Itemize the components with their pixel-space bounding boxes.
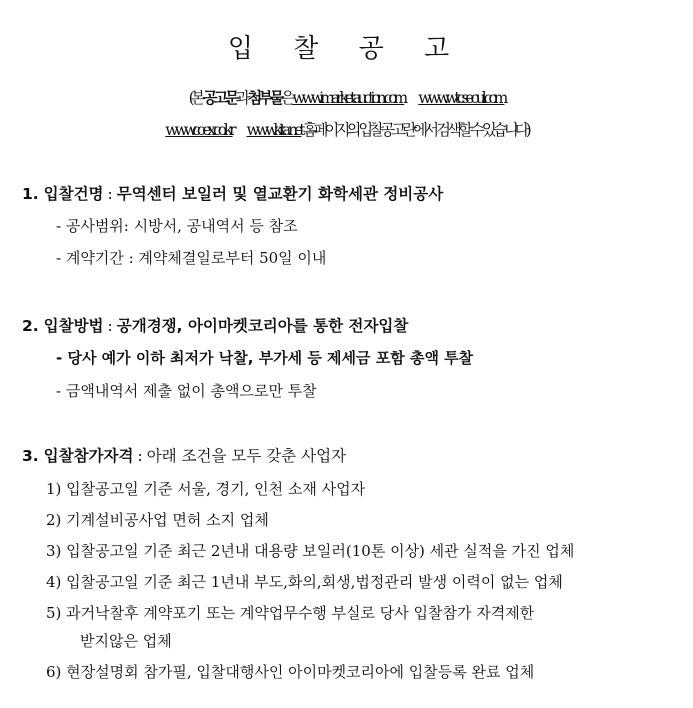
condition-item: 4) 입찰공고일 기준 최근 1년내 부도,화의,회생,법정관리 발생 이력이 없는 업체 <box>46 573 563 591</box>
section-1-item: - 공사범위: 시방서, 공내역서 등 참조 <box>56 217 298 235</box>
section-label: 입찰건명 <box>43 185 104 203</box>
section-number: 1. <box>22 185 39 203</box>
intro-text: 은 <box>280 89 293 107</box>
intro-bold-notice: 공고문 <box>202 89 236 107</box>
section-2-item: - 금액내역서 제출 없이 총액으로만 투찰 <box>56 382 317 400</box>
condition-item: 5) 과거낙찰후 계약포기 또는 계약업무수행 부실로 당사 입찰참가 자격제한 <box>46 604 535 622</box>
section-1-item: - 계약기간 : 계약체결일로부터 50일 이내 <box>56 249 327 267</box>
intro-line-1 <box>0 86 693 108</box>
section-description: 공개경쟁, 아이마켓코리아를 통한 전자입찰 <box>116 317 409 335</box>
intro-bold-attachment: 첨부물 <box>247 89 281 107</box>
section-description: 아래 조건을 모두 갖춘 사업자 <box>146 447 347 465</box>
section-number: 3. <box>22 447 39 465</box>
condition-item: 2) 기계설비공사업 면허 소지 업체 <box>46 511 269 529</box>
section-colon: : <box>107 185 113 203</box>
section-description: 무역센터 보일러 및 열교환기 화학세관 정비공사 <box>116 185 444 203</box>
section-2-heading <box>22 314 408 336</box>
intro-line-2 <box>0 118 693 140</box>
condition-item: 6) 현장설명회 참가필, 입찰대행사인 아이마켓코리아에 입찰등록 완료 업체 <box>46 663 535 681</box>
document-title: 입 찰 공 고 <box>227 34 466 64</box>
section-colon: : <box>137 447 143 465</box>
intro-text: 과 <box>235 89 248 107</box>
section-label: 입찰참가자격 <box>43 447 134 465</box>
condition-item: 1) 입찰공고일 기준 서울, 경기, 인천 소재 사업자 <box>46 480 366 498</box>
intro-text: 홈페이지의 입찰공고란에서 검색할 수 있습니다) <box>301 121 528 139</box>
section-1-heading <box>22 182 443 204</box>
link-imarketauction[interactable]: www.imarketauction.com <box>292 89 405 107</box>
condition-item: 3) 입찰공고일 기준 최근 2년내 대용량 보일러(10톤 이상) 세관 실적을 가진 업체 <box>46 542 575 560</box>
link-wtcseoul[interactable]: www.wtcseoul.com <box>418 89 505 107</box>
section-label: 입찰방법 <box>43 317 104 335</box>
condition-item-continuation: 받지않은 업체 <box>80 632 172 650</box>
section-colon: : <box>107 317 113 335</box>
section-number: 2. <box>22 317 39 335</box>
section-2-item: - 당사 예가 이하 최저가 낙찰, 부가세 등 제세금 포함 총액 투찰 <box>56 349 474 367</box>
link-coex[interactable]: www.coex.co.kr <box>165 121 233 139</box>
link-kita[interactable]: www.kita.net <box>246 121 302 139</box>
intro-text: (본 <box>188 89 203 107</box>
section-3-heading <box>22 444 346 466</box>
